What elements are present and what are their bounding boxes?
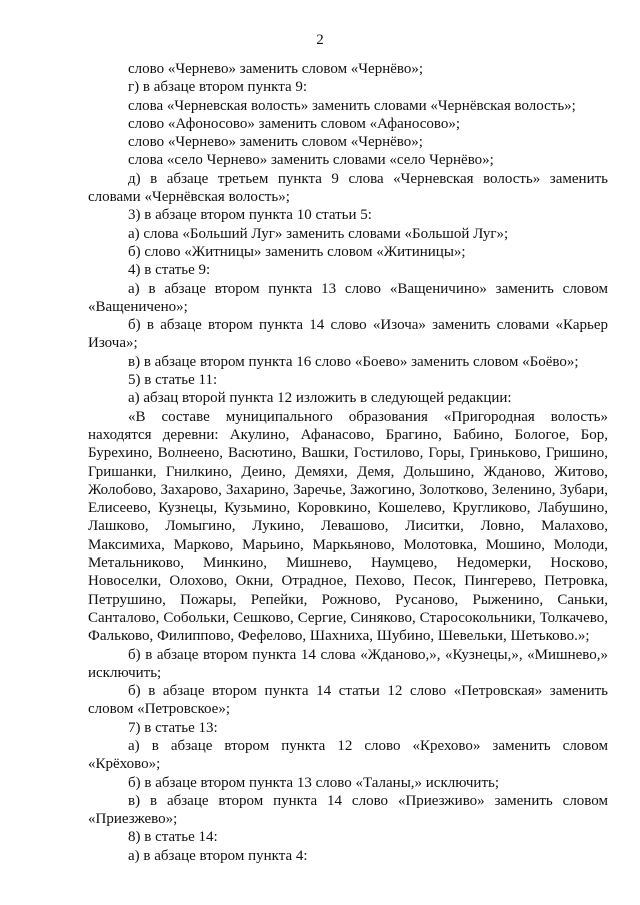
paragraph: «В составе муниципального образования «Пригородная волость» находятся деревни: Акулино, Афанасово, Брагино, Бабино, Бологое, Бор, Бурехино, Волнеено, Васютино, Вашки, Гостилово, Горы, Гринькoво, Гришино, Гришанки, Гнилкино, Деино, Демяхи, Демя, Дольшино, Жданово, Житово, Жолобово, Захарово, Захарино, Заречье, Зажогино, Золотково, Зеленино, Зубари, Елисеево, Кузнецы, Кузьмино, Коровкино, Кошелево, Кругликово, Лабушино, Лашково, Ломыгино, Лукино, Левашово, Лиситки, Ловно, Малахово, Максимиха, Марково, Марьино, Маркьяново, Молотовка, Мошино, Молоди, Метальниково, Минкино, Мишнево, Наумцево, Недомерки, Носково, Новоселки, Олохово, Окни, Отрадное, Пехово, Песок, Пингерево, Петровка, Петрушино, Пожары, Репейки, Рожново, Русаново, Рыженино, Саньки, Санталово, Собольки, Сешково, Сергие, Синяково, Старосокольники, Толкачево, Фальково, Филиппово, Фефелово, Шахниха, Шубино, Шевельки, Шетьково.»; xyxy=(88,408,608,645)
paragraph: слова «село Чернево» заменить словами «село Чернёво»; xyxy=(128,152,494,169)
paragraph: 5) в статье 11: xyxy=(128,372,218,389)
paragraph: а) слова «Больший Луг» заменить словами «Большой Луг»; xyxy=(128,225,509,242)
paragraph: 4) в статье 9: xyxy=(128,262,211,279)
paragraph: слово «Чернево» заменить словом «Чернёво»; xyxy=(128,134,423,151)
paragraph: а) в абзаце втором пункта 12 слово «Крехово» заменить словом «Крёхово»; xyxy=(88,737,608,773)
paragraph: слово «Черневo» заменить словом «Чернёво»; xyxy=(128,61,424,77)
page-number: 2 xyxy=(316,32,324,48)
paragraph: б) в абзаце втором пункта 13 слово «Таланы,» исключить; xyxy=(128,774,500,791)
paragraph: б) слово «Житницы» заменить словом «Житиницы»; xyxy=(128,243,466,260)
paragraph: в) в абзаце втором пункта 16 слово «Боево» заменить словом «Боёво»; xyxy=(128,353,579,370)
paragraph: в) в абзаце втором пункта 14 слово «Приезживо» заменить словом «Приезжево»; xyxy=(88,792,608,828)
paragraph: а) абзац второй пункта 12 изложить в следующей редакции: xyxy=(128,390,512,407)
paragraph: б) в абзаце втором пункта 14 статьи 12 слово «Петровская» заменить словом «Петровское»; xyxy=(88,683,608,718)
paragraph: б) в абзаце втором пункта 14 слова «Жданово,», «Кузнецы,», «Мишнево,» исключить; xyxy=(88,646,608,681)
paragraph: а) в абзаце втором пункта 4: xyxy=(128,847,308,864)
paragraph: слово «Афоносово» заменить словом «Афаносово»; xyxy=(128,115,460,132)
document-body xyxy=(88,60,608,865)
paragraph: 7) в статье 13: xyxy=(128,719,218,736)
paragraph: б) в абзаце втором пункта 14 слово «Изоча» заменить словами «Карьер Изоча»; xyxy=(88,317,608,352)
paragraph: слова «Черневская волость» заменить словами «Чернёвская волость»; xyxy=(128,97,576,114)
paragraph: 3) в абзаце втором пункта 10 статьи 5: xyxy=(128,207,372,224)
paragraph: а) в абзаце втором пункта 13 слово «Ващеничино» заменить словом «Ващеничено»; xyxy=(88,280,608,315)
paragraph: г) в абзаце втором пункта 9: xyxy=(128,79,308,96)
paragraph: 8) в статье 14: xyxy=(128,829,218,846)
paragraph: д) в абзаце третьем пункта 9 слова «Черневская волость» заменить словами «Чернёвская волость»; xyxy=(88,170,608,206)
